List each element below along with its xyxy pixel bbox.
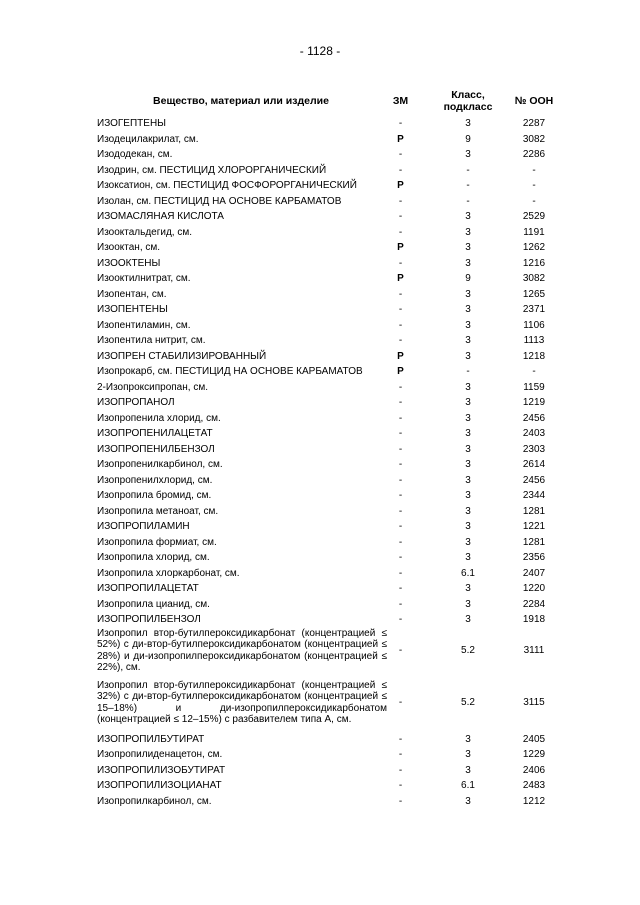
table-row [95,163,565,179]
un-number-cell: 2284 [522,598,546,610]
substance-name: Изопропил втор-бутилпероксидикарбонат (концентрацией ≤ 32%) с ди-втор-бутилпероксидикарбонатом (концентрацией ≤ 15–18%) и ди-изопропилпероксидикарбонатом (концентрацией ≤ 12–15%) с разбавителем типа А, см. [97,679,387,725]
class-cell: 5.2 [461,696,475,708]
table-row [95,794,565,810]
class-cell: 3 [465,428,471,440]
table-row [95,147,565,163]
class-cell: - [466,366,470,378]
un-number-cell: 1218 [522,350,546,362]
mark-cell: - [398,443,403,455]
substance-name: ИЗОПРЕН СТАБИЛИЗИРОВАННЫЙ [97,350,267,362]
class-cell: - [466,164,470,176]
un-number-cell: 2529 [522,211,546,223]
substance-name: Изопропила хлорид, см. [97,552,210,564]
mark-cell: - [398,412,403,424]
mark-cell: - [398,598,403,610]
table-row [95,395,565,411]
mark-cell: Р [397,350,404,362]
substance-name: Изопентила нитрит, см. [97,335,206,347]
class-cell: 3 [465,397,471,409]
substance-table [95,86,565,809]
class-cell: 9 [465,133,471,145]
table-row [95,597,565,613]
table-header [95,86,565,116]
substance-name: Изооктилнитрат, см. [97,273,191,285]
table-row [95,550,565,566]
un-number-cell: 2483 [522,780,546,792]
substance-name: Изододекан, см. [97,149,173,161]
header-un-number: № ООН [514,95,554,107]
un-number-cell: 2371 [522,304,546,316]
table-row [95,442,565,458]
table-row [95,763,565,779]
class-cell: 3 [465,335,471,347]
mark-cell: - [398,335,403,347]
substance-name: Изодецилакрилат, см. [97,133,199,145]
mark-cell: - [398,459,403,471]
mark-cell: - [398,733,403,745]
class-cell: 3 [465,598,471,610]
mark-cell: - [398,696,403,708]
class-cell: 3 [465,226,471,238]
table-row [95,732,565,748]
un-number-cell: 2356 [522,552,546,564]
class-cell: - [466,195,470,207]
table-row [95,504,565,520]
substance-name: ИЗООКТЕНЫ [97,257,161,269]
mark-cell: - [398,149,403,161]
mark-cell: - [398,795,403,807]
un-number-cell: 2344 [522,490,546,502]
un-number-cell: 1281 [522,505,546,517]
un-number-cell: - [532,366,536,378]
substance-name: Изопрокарб, см. ПЕСТИЦИД НА ОСНОВЕ КАРБАМАТОВ [97,366,363,378]
substance-name: Изопропенилкарбинол, см. [97,459,223,471]
substance-name: Изопропила бромид, см. [97,490,212,502]
substance-name: Изооктан, см. [97,242,161,254]
mark-cell: - [398,428,403,440]
table-row [95,302,565,318]
mark-cell: Р [397,180,404,192]
substance-name: Изопропил втор-бутилпероксидикарбонат (концентрацией ≤ 52%) с ди-втор-бутилпероксидикарбонатом (концентрацией ≤ 28%) и ди-изопропилпероксидикарбонатом (концентрацией ≤ 22%), см. [97,627,387,673]
table-row [95,209,565,225]
substance-name: Изопропила хлоркарбонат, см. [97,567,240,579]
substance-name: ИЗОПРОПАНОЛ [97,397,175,409]
header-class-line2: подкласс [443,101,493,113]
un-number-cell: 1159 [523,381,545,393]
table-row [95,612,565,628]
mark-cell: - [398,319,403,331]
mark-cell: - [398,567,403,579]
substance-name: Изопропилкарбинол, см. [97,795,212,807]
table-row [95,674,565,732]
mark-cell: - [398,764,403,776]
table-row [95,132,565,148]
substance-name: ИЗОПЕНТЕНЫ [97,304,168,316]
un-number-cell: - [532,164,536,176]
un-number-cell: 2405 [522,733,546,745]
class-cell: 3 [465,795,471,807]
substance-name: ИЗОПРОПИЛИЗОЦИАНАТ [97,780,222,792]
substance-name: Изопропила цианид, см. [97,598,210,610]
class-cell: 3 [465,521,471,533]
un-number-cell: 2303 [522,443,546,455]
mark-cell: - [398,552,403,564]
class-cell: 3 [465,443,471,455]
un-number-cell: 1191 [523,226,545,238]
mark-cell: - [398,257,403,269]
mark-cell: - [398,118,403,130]
un-number-cell: 2407 [522,567,546,579]
substance-name: Изолан, см. ПЕСТИЦИД НА ОСНОВЕ КАРБАМАТОВ [97,195,342,207]
class-cell: 3 [465,412,471,424]
table-row [95,287,565,303]
table-row [95,364,565,380]
table-row [95,256,565,272]
substance-name: Изопропенила хлорид, см. [97,412,221,424]
class-cell: 3 [465,381,471,393]
substance-name: Изопропила метаноат, см. [97,505,219,517]
header-class [432,89,504,113]
table-row [95,194,565,210]
un-number-cell: 1281 [522,536,546,548]
page-number: - 1128 - [299,44,341,58]
substance-name: ИЗОГЕПТЕНЫ [97,118,167,130]
mark-cell: - [398,226,403,238]
un-number-cell: 1216 [522,257,546,269]
header-class-line1: Класс, [451,89,485,101]
substance-name: ИЗОПРОПИЛАМИН [97,521,190,533]
table-row [95,535,565,551]
header-substance: Вещество, материал или изделие [153,95,329,107]
class-cell: 3 [465,474,471,486]
substance-name: ИЗОПРОПИЛАЦЕТАТ [97,583,199,595]
class-cell: 3 [465,536,471,548]
un-number-cell: - [532,195,536,207]
un-number-cell: 1219 [522,397,546,409]
substance-name: Изопентиламин, см. [97,319,191,331]
un-number-cell: 2456 [522,474,546,486]
table-row [95,426,565,442]
table-row [95,566,565,582]
class-cell: 3 [465,304,471,316]
table-row [95,778,565,794]
class-cell: 3 [465,459,471,471]
class-cell: 3 [465,149,471,161]
mark-cell: - [398,164,403,176]
class-cell: 3 [465,350,471,362]
mark-cell: - [398,536,403,548]
substance-name: Изодрин, см. ПЕСТИЦИД ХЛОРОРГАНИЧЕСКИЙ [97,164,327,176]
class-cell: 3 [465,288,471,300]
un-number-cell: 2456 [522,412,546,424]
mark-cell: Р [397,242,404,254]
mark-cell: Р [397,133,404,145]
un-number-cell: 2287 [522,118,546,130]
un-number-cell: 2403 [522,428,546,440]
table-row [95,380,565,396]
mark-cell: - [398,749,403,761]
un-number-cell: 1229 [522,749,546,761]
un-number-cell: 2614 [522,459,546,471]
mark-cell: - [398,644,403,656]
substance-name: Изопропенилхлорид, см. [97,474,213,486]
mark-cell: - [398,780,403,792]
table-row [95,240,565,256]
mark-cell: - [398,583,403,595]
mark-cell: - [398,195,403,207]
mark-cell: - [398,505,403,517]
un-number-cell: 1212 [522,795,546,807]
table-row [95,628,565,674]
mark-cell: - [398,397,403,409]
mark-cell: - [398,211,403,223]
header-mark: ЗМ [392,95,409,107]
substance-name: Изопропила формиат, см. [97,536,217,548]
class-cell: 3 [465,257,471,269]
table-row [95,519,565,535]
class-cell: 3 [465,764,471,776]
un-number-cell: 1265 [522,288,546,300]
substance-name: ИЗОПРОПИЛБУТИРАТ [97,733,205,745]
table-row [95,318,565,334]
class-cell: 3 [465,490,471,502]
substance-name: ИЗОПРОПИЛИЗОБУТИРАТ [97,764,226,776]
table-row [95,457,565,473]
substance-name: Изоксатион, см. ПЕСТИЦИД ФОСФОРОРГАНИЧЕСКИЙ [97,180,357,192]
substance-name: 2-Изопроксипропан, см. [97,381,208,393]
class-cell: 3 [465,319,471,331]
un-number-cell: 1918 [522,614,546,626]
table-row [95,581,565,597]
un-number-cell: 1262 [522,242,546,254]
un-number-cell: 1106 [523,319,545,331]
class-cell: 3 [465,505,471,517]
class-cell: 3 [465,583,471,595]
table-row [95,271,565,287]
class-cell: 3 [465,614,471,626]
un-number-cell: 1113 [523,335,545,347]
un-number-cell: 1221 [522,521,546,533]
table-row [95,178,565,194]
table-row [95,349,565,365]
un-number-cell: - [532,180,536,192]
mark-cell: Р [397,366,404,378]
table-row [95,488,565,504]
class-cell: 3 [465,242,471,254]
class-cell: 3 [465,749,471,761]
class-cell: - [466,180,470,192]
table-row [95,116,565,132]
un-number-cell: 3111 [523,644,545,656]
table-row [95,473,565,489]
un-number-cell: 3082 [522,133,546,145]
class-cell: 3 [465,211,471,223]
table-row [95,225,565,241]
mark-cell: - [398,614,403,626]
mark-cell: - [398,381,403,393]
substance-name: Изооктальдегид, см. [97,226,193,238]
class-cell: 5.2 [461,644,475,656]
table-row [95,333,565,349]
table-body [95,116,565,809]
class-cell: 3 [465,733,471,745]
un-number-cell: 3082 [522,273,546,285]
substance-name: ИЗОПРОПЕНИЛБЕНЗОЛ [97,443,215,455]
mark-cell: - [398,490,403,502]
un-number-cell: 1220 [522,583,546,595]
un-number-cell: 3115 [523,696,545,708]
mark-cell: - [398,288,403,300]
substance-name: ИЗОМАСЛЯНАЯ КИСЛОТА [97,211,224,223]
table-row [95,411,565,427]
substance-name: Изопентан, см. [97,288,167,300]
class-cell: 3 [465,552,471,564]
mark-cell: Р [397,273,404,285]
class-cell: 6.1 [461,780,475,792]
class-cell: 6.1 [461,567,475,579]
class-cell: 9 [465,273,471,285]
substance-name: ИЗОПРОПЕНИЛАЦЕТАТ [97,428,213,440]
table-row [95,747,565,763]
substance-name: ИЗОПРОПИЛБЕНЗОЛ [97,614,201,626]
un-number-cell: 2406 [522,764,546,776]
class-cell: 3 [465,118,471,130]
mark-cell: - [398,304,403,316]
un-number-cell: 2286 [522,149,546,161]
substance-name: Изопропилиденацетон, см. [97,749,223,761]
mark-cell: - [398,521,403,533]
mark-cell: - [398,474,403,486]
